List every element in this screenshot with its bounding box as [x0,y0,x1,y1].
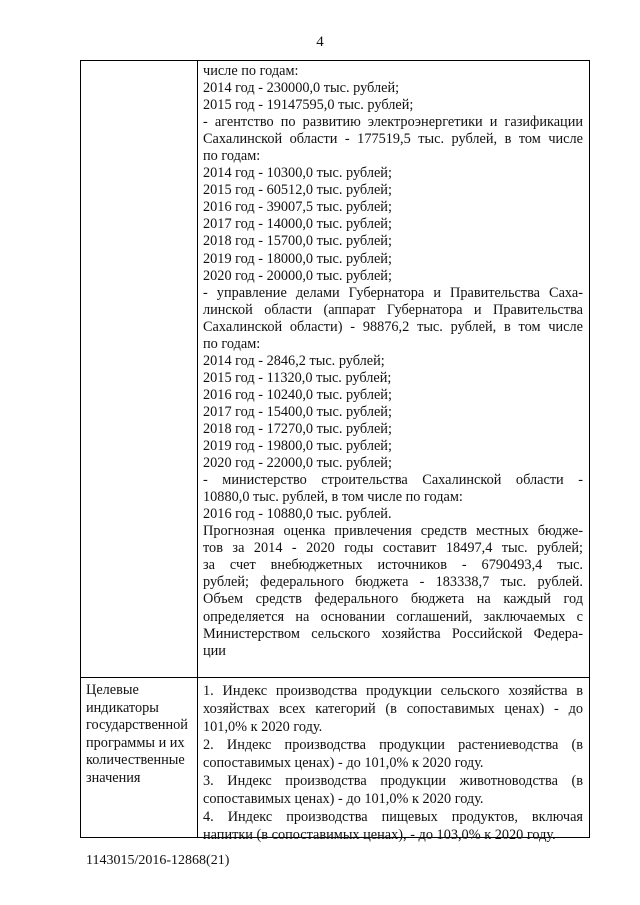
funding-line: 2014 год - 230000,0 тыс. рублей; [203,80,400,97]
funding-line: 2016 год - 10240,0 тыс. рублей; [203,386,392,403]
indicator-item: 3. Индекс производства продукции животноводства (в сопоставимых ценах) - до 101,0% к 2020 году. [203,773,583,807]
funding-sources-cell [203,63,583,660]
column-divider [197,61,198,837]
funding-line: Сахалинской области - 177519,5 тыс. рублей, в том числе [203,131,583,148]
funding-line: Сахалинской области) - 98876,2 тыс. рублей, в том числе [203,318,583,335]
row-divider [81,677,589,678]
funding-line: 2018 год - 15700,0 тыс. рублей; [203,233,392,250]
funding-line: 2018 год - 17270,0 тыс. рублей; [203,420,392,437]
funding-line: Прогнозная оценка привлечения средств местных бюдже- [203,523,583,540]
funding-line: ции [203,642,226,659]
funding-line: 2020 год - 22000,0 тыс. рублей; [203,455,392,472]
funding-line: рублей; федерального бюджета - 183338,7 тыс. рублей. [203,574,583,591]
funding-line: числе по годам: [203,63,299,79]
funding-line: 2016 год - 10880,0 тыс. рублей. [203,506,392,523]
funding-line: 2017 год - 14000,0 тыс. рублей; [203,216,392,233]
funding-line: 2014 год - 2846,2 тыс. рублей; [203,352,385,369]
indicator-item: 4. Индекс производства пищевых продуктов, включая напитки (в сопоставимых ценах), - до 103,0% к 2020 году. [203,809,583,843]
funding-line: Министерством сельского хозяйства Российской Федера- [203,625,583,642]
funding-line: 2015 год - 19147595,0 тыс. рублей; [203,97,414,114]
funding-line: 2019 год - 18000,0 тыс. рублей; [203,250,392,267]
indicators-cell [203,682,583,844]
funding-line: за счет внебюджетных источников - 6790493,4 тыс. [203,557,583,574]
funding-line: 2017 год - 15400,0 тыс. рублей; [203,403,392,420]
indicator-item: 2. Индекс производства продукции растениеводства (в сопоставимых ценах) - до 101,0% к 2020 году. [203,737,583,771]
indicators-label-cell: Целевые индикаторы государственной программы и их количественные значения [86,682,188,786]
funding-line: - управление делами Губернатора и Правительства Саха- [203,284,583,301]
funding-line: 2014 год - 10300,0 тыс. рублей; [203,165,392,182]
funding-line: 2020 год - 20000,0 тыс. рублей; [203,267,392,284]
funding-line: - министерство строительства Сахалинской области - [203,472,583,489]
funding-line: Объем средств федерального бюджета на каждый год [203,591,583,608]
funding-line: - агентство по развитию электроэнергетики и газификации [203,114,583,131]
passport-table [80,60,590,843]
funding-line: по годам: [203,335,261,352]
indicator-item: 1. Индекс производства продукции сельского хозяйства в хозяйствах всех категорий (в сопоставимых ценах) - до 101,0% к 2020 году. [203,683,583,735]
funding-line: определяется на основании соглашений, заключаемых с [203,608,583,625]
funding-line: 2016 год - 39007,5 тыс. рублей; [203,199,392,216]
funding-line: по годам: [203,148,261,165]
funding-line: тов за 2014 - 2020 годы составит 18497,4 тыс. рублей; [203,540,583,557]
document-code: 1143015/2016-12868(21) [86,853,230,868]
funding-line: 10880,0 тыс. рублей, в том числе по годам: [203,489,463,506]
funding-line: 2019 год - 19800,0 тыс. рублей; [203,438,392,455]
funding-line: 2015 год - 11320,0 тыс. рублей; [203,369,392,386]
funding-line: 2015 год - 60512,0 тыс. рублей; [203,182,392,199]
page-number: 4 [316,34,324,50]
funding-line: линской области (аппарат Губернатора и Правительства [203,301,583,318]
